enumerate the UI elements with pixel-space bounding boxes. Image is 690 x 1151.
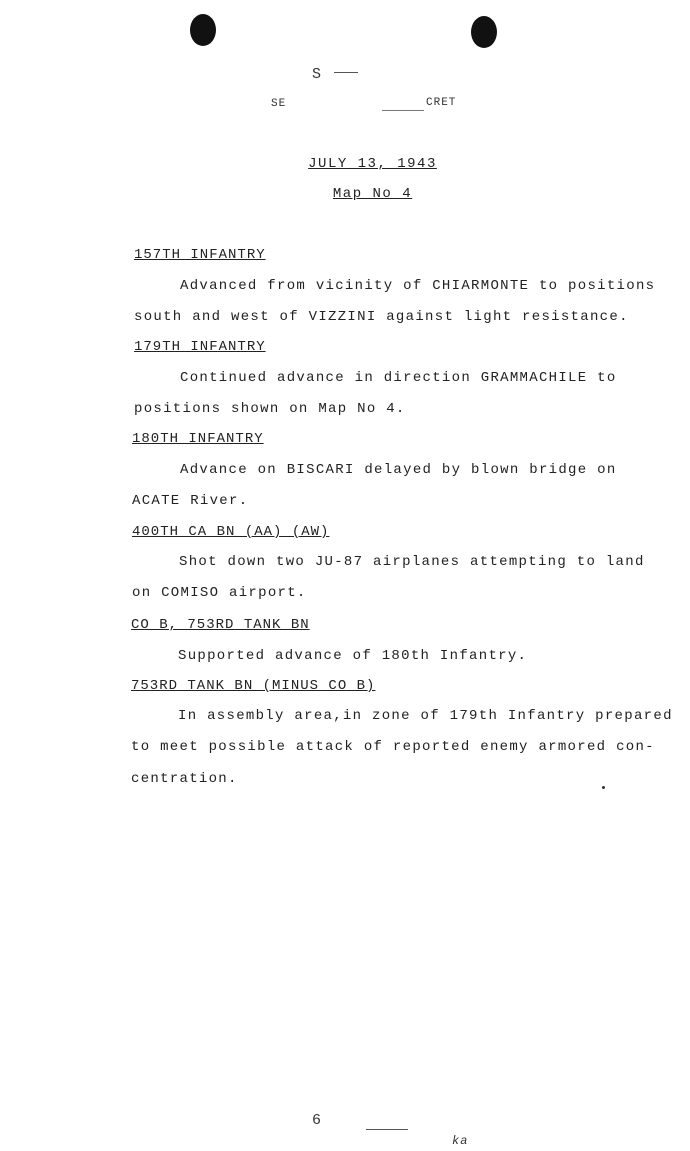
- classification-fragment-right: CRET: [426, 97, 457, 109]
- report-line: Shot down two JU-87 airplanes attempting to land: [179, 554, 645, 570]
- classification-fragment-left: SE: [271, 98, 287, 110]
- ink-speck: [602, 786, 605, 789]
- stamp-stroke-mid: [382, 110, 424, 111]
- unit-heading-400th-ca-bn: 400TH CA BN (AA) (AW): [132, 524, 330, 540]
- map-reference: Map No 4: [332, 186, 413, 202]
- punch-hole-left: [190, 14, 216, 46]
- report-line: positions shown on Map No 4.: [134, 401, 406, 417]
- document-date: JULY 13, 1943: [308, 156, 437, 172]
- unit-heading-157th-infantry: 157TH INFANTRY: [134, 247, 266, 263]
- stamp-stroke-top: [334, 72, 358, 73]
- classification-fragment-top: S: [312, 66, 323, 83]
- unit-heading-753rd-tank-bn: 753RD TANK BN (MINUS CO B): [131, 678, 376, 694]
- report-line: Supported advance of 180th Infantry.: [178, 648, 528, 664]
- report-line: to meet possible attack of reported enemy armored con-: [131, 739, 655, 755]
- footer-initials: ka: [452, 1134, 469, 1148]
- report-line: centration.: [131, 771, 238, 787]
- footer-stroke: [366, 1129, 408, 1130]
- page-mark: 6: [312, 1112, 323, 1129]
- report-line: south and west of VIZZINI against light resistance.: [134, 309, 629, 325]
- unit-heading-180th-infantry: 180TH INFANTRY: [132, 431, 264, 447]
- report-line: Advanced from vicinity of CHIARMONTE to positions: [180, 278, 656, 294]
- unit-heading-co-b-753rd-tank-bn: CO B, 753RD TANK BN: [131, 617, 310, 633]
- report-line: Continued advance in direction GRAMMACHILE to: [180, 370, 617, 386]
- report-line: Advance on BISCARI delayed by blown bridge on: [180, 462, 617, 478]
- punch-hole-right: [471, 16, 497, 48]
- report-line: In assembly area,in zone of 179th Infantry prepared: [178, 708, 673, 724]
- report-line: ACATE River.: [132, 493, 249, 509]
- unit-heading-179th-infantry: 179TH INFANTRY: [134, 339, 266, 355]
- report-line: on COMISO airport.: [132, 585, 307, 601]
